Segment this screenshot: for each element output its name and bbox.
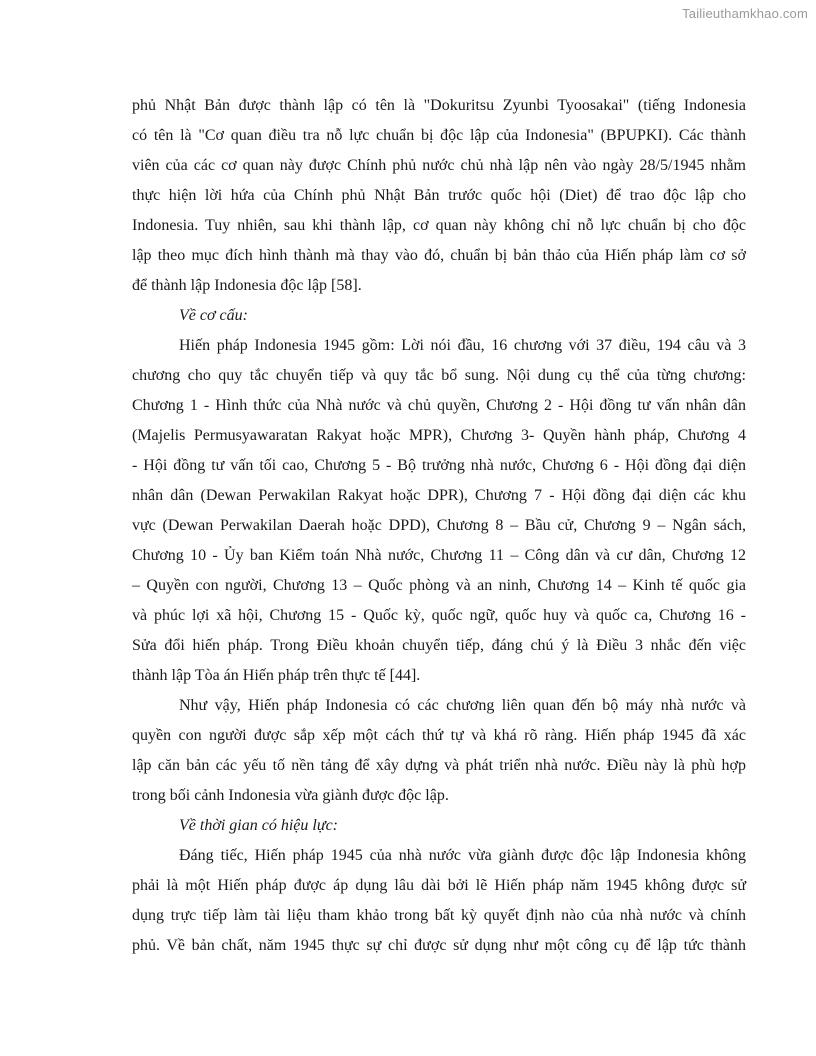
text-line: lập căn bản các yếu tố nền tảng để xây dựng và phát triển nhà nước. Điều này là phù hợp <box>132 757 746 774</box>
text-line: (Majelis Permusyawaratan Rakyat hoặc MPR), Chương 3- Quyền hành pháp, Chương 4 <box>132 427 746 444</box>
text-line: Đáng tiếc, Hiến pháp 1945 của nhà nước vừa giành được độc lập Indonesia không <box>179 847 746 864</box>
text-line: nhân dân (Dewan Perwakilan Rakyat hoặc DPR), Chương 7 - Hội đồng đại diện các khu <box>132 487 746 504</box>
text-line: viên của các cơ quan này được Chính phủ nước chủ nhà lập nên vào ngày 28/5/1945 nhằm <box>132 157 746 174</box>
text-line: trong bối cảnh Indonesia vừa giành được độc lập. <box>132 787 449 804</box>
text-line: – Quyền con người, Chương 13 – Quốc phòng và an ninh, Chương 14 – Kinh tế quốc gia <box>132 577 746 594</box>
text-line: Chương 10 - Ủy ban Kiểm toán Nhà nước, Chương 11 – Công dân và cư dân, Chương 12 <box>132 547 746 564</box>
section-heading-validity: Về thời gian có hiệu lực: <box>179 817 338 834</box>
document-body <box>132 91 746 961</box>
text-line: lập theo mục đích hình thành mà thay vào đó, chuẩn bị bản thảo của Hiến pháp làm cơ sở <box>132 247 746 264</box>
text-line: và phúc lợi xã hội, Chương 15 - Quốc kỳ, quốc ngữ, quốc huy và quốc ca, Chương 16 - <box>132 607 746 624</box>
text-line: thực hiện lời hứa của Chính phủ Nhật Bản trước quốc hội (Diet) để trao độc lập cho <box>132 187 746 204</box>
text-line: phủ. Về bản chất, năm 1945 thực sự chỉ được sử dụng như một công cụ để lập tức thành <box>132 937 746 954</box>
text-line: Như vậy, Hiến pháp Indonesia có các chương liên quan đến bộ máy nhà nước và <box>179 697 746 714</box>
text-line: phủ Nhật Bản được thành lập có tên là "Dokuritsu Zyunbi Tyoosakai" (tiếng Indonesia <box>132 97 746 114</box>
text-line: Hiến pháp Indonesia 1945 gồm: Lời nói đầu, 16 chương với 37 điều, 194 câu và 3 <box>179 337 746 354</box>
text-line: Chương 1 - Hình thức của Nhà nước và chủ quyền, Chương 2 - Hội đồng tư vấn nhân dân <box>132 397 746 414</box>
section-heading-structure: Về cơ cấu: <box>179 307 248 324</box>
text-line: dụng trực tiếp làm tài liệu tham khảo trong bất kỳ quyết định nào của nhà nước và chính <box>132 907 746 924</box>
text-line: để thành lập Indonesia độc lập [58]. <box>132 277 362 294</box>
text-line: có tên là "Cơ quan điều tra nỗ lực chuẩn bị độc lập của Indonesia" (BPUPKI). Các thành <box>132 127 746 144</box>
text-line: chương cho quy tắc chuyển tiếp và quy tắc bổ sung. Nội dung cụ thể của từng chương: <box>132 367 746 384</box>
text-line: Indonesia. Tuy nhiên, sau khi thành lập, cơ quan này không chỉ nỗ lực chuẩn bị cho độc <box>132 217 746 234</box>
text-line: - Hội đồng tư vấn tối cao, Chương 5 - Bộ trưởng nhà nước, Chương 6 - Hội đồng đại diện <box>132 457 746 474</box>
watermark-text: Tailieuthamkhao.com <box>682 6 808 21</box>
text-line: quyền con người được sắp xếp một cách thứ tự và khá rõ ràng. Hiến pháp 1945 đã xác <box>132 727 746 744</box>
text-line: Sửa đổi hiến pháp. Trong Điều khoản chuyển tiếp, đáng chú ý là Điều 3 nhắc đến việc <box>132 637 746 654</box>
text-line: phải là một Hiến pháp được áp dụng lâu dài bởi lẽ Hiến pháp năm 1945 không được sử <box>132 877 746 894</box>
text-line: thành lập Tòa án Hiến pháp trên thực tế [44]. <box>132 667 421 684</box>
text-line: vực (Dewan Perwakilan Daerah hoặc DPD), Chương 8 – Bầu cử, Chương 9 – Ngân sách, <box>132 517 746 534</box>
